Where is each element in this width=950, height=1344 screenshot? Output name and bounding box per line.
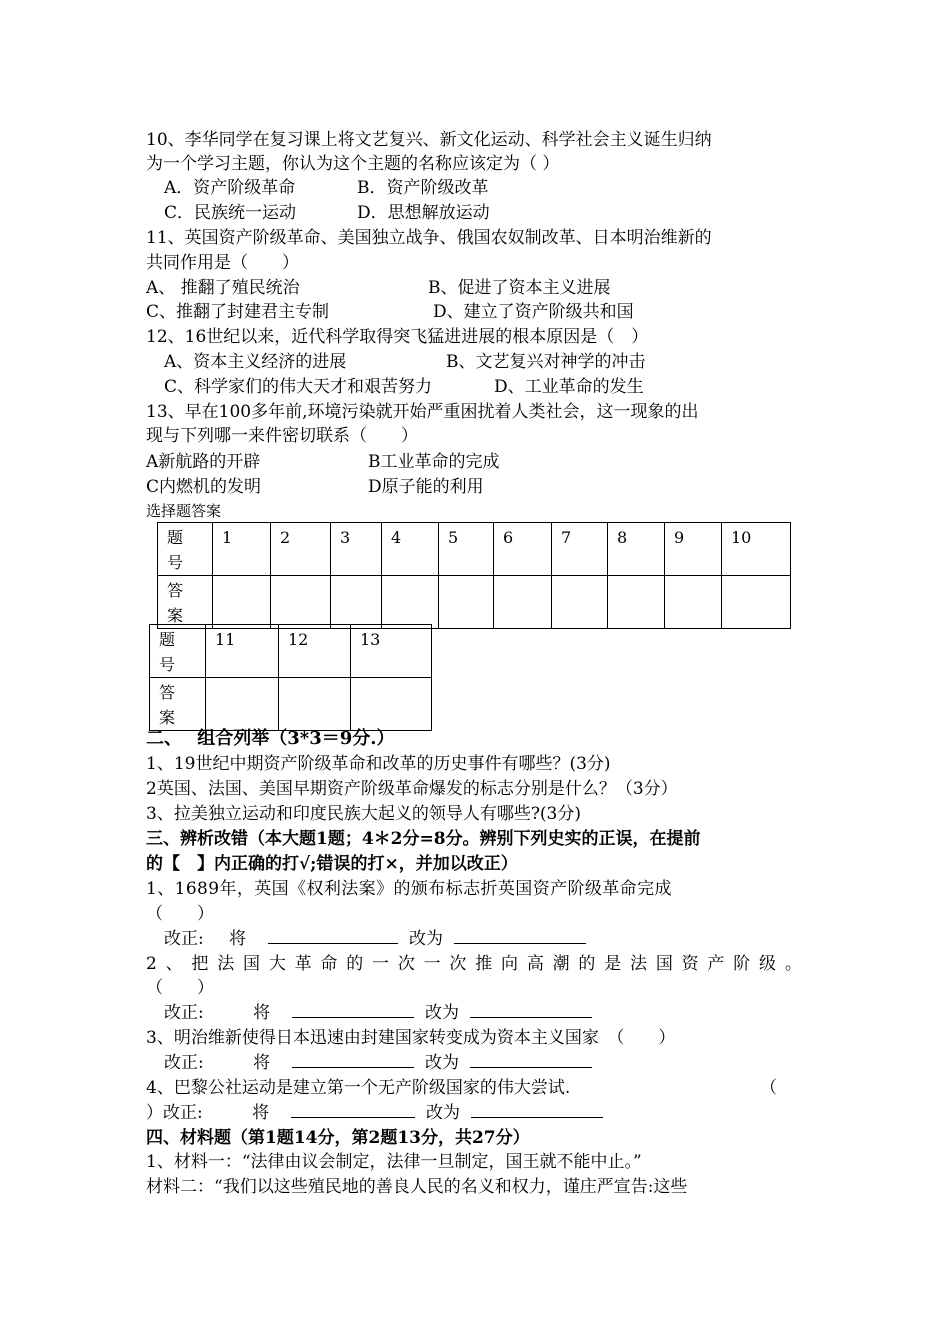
section2-title: 二、 组合列举（3*3＝9分.） <box>146 728 395 749</box>
answer-cell[interactable] <box>279 678 351 731</box>
answer-cell[interactable] <box>351 678 432 731</box>
question-number-cell: 13 <box>351 625 432 678</box>
jiang-label: 将 <box>229 929 247 949</box>
q10-option-a: A．资产阶级革命 <box>164 178 296 198</box>
gaiwei-label: 改为 <box>408 929 443 949</box>
question-number-cell: 9 <box>665 523 722 576</box>
section3-q1-bracket: （ ） <box>146 904 214 924</box>
answer-table-2 <box>149 624 432 731</box>
q11-line1: 11、英国资产阶级革命、美国独立战争、俄国农奴制改革、日本明治维新的 <box>146 228 712 248</box>
question-number-cell: 10 <box>722 523 791 576</box>
q13-line1: 13、早在100多年前,环境污染就开始严重困扰着人类社会，这一现象的出 <box>146 402 699 422</box>
blank-to[interactable] <box>471 1101 603 1118</box>
answer-cell[interactable] <box>439 576 494 629</box>
header-label-cell: 题 号 <box>150 625 206 678</box>
section4-material1: 1、材料一：“法律由议会制定，法律一旦制定，国王就不能中止。” <box>146 1152 642 1172</box>
q12-line1: 12、16世纪以来，近代科学取得突飞猛进进展的根本原因是（ ） <box>146 327 649 347</box>
answer-cell[interactable] <box>382 576 439 629</box>
q12-option-d: D、工业革命的发生 <box>494 377 644 397</box>
section3-q2-correction <box>164 1001 592 1025</box>
answer-cell[interactable] <box>608 576 665 629</box>
section3-q3: 3、明治维新使得日本迅速由封建国家转变成为资本主义国家 （ ） <box>146 1028 676 1048</box>
answer-cell[interactable] <box>206 678 279 731</box>
question-number-cell: 4 <box>382 523 439 576</box>
q10-option-c: C．民族统一运动 <box>164 203 297 223</box>
gaiwei-label: 改为 <box>424 1003 459 1023</box>
answer-cell[interactable] <box>722 576 791 629</box>
answer-table-1 <box>157 522 791 629</box>
answer-cell[interactable] <box>271 576 331 629</box>
section3-q4-bracket-open: （ <box>760 1078 777 1098</box>
question-number-cell: 12 <box>279 625 351 678</box>
question-number-cell: 5 <box>439 523 494 576</box>
q12-option-c: C、科学家们的伟大天才和艰苦努力 <box>164 377 433 397</box>
answer-cell[interactable] <box>331 576 382 629</box>
q11-line2: 共同作用是（ ） <box>146 253 299 273</box>
section3-q1-correction <box>164 927 586 951</box>
answer-cell[interactable] <box>552 576 608 629</box>
q11-option-b: B、促进了资本主义进展 <box>428 278 611 298</box>
header-label-cell: 题 号 <box>158 523 213 576</box>
section3-q4-correction <box>146 1101 603 1125</box>
answer-label-cell: 答 案 <box>150 678 206 731</box>
question-number-cell: 2 <box>271 523 331 576</box>
section4-material2: 材料二：“我们以这些殖民地的善良人民的名义和权力，谨庄严宣告:这些 <box>146 1177 688 1197</box>
blank-to[interactable] <box>470 1001 592 1018</box>
blank-from[interactable] <box>292 1051 414 1068</box>
q10-line1: 10、李华同学在复习课上将文艺复兴、新文化运动、科学社会主义诞生归纳 <box>146 130 712 150</box>
blank-from[interactable] <box>292 1001 414 1018</box>
answer-cell[interactable] <box>665 576 722 629</box>
q10-option-b: B．资产阶级改革 <box>357 178 489 198</box>
section2-q2: 2英国、法国、美国早期资产阶级革命爆发的标志分别是什么？（3分） <box>146 779 678 799</box>
q11-option-d: D、建立了资产阶级共和国 <box>433 302 634 322</box>
section2-q3: 3、拉美独立运动和印度民族大起义的领导人有哪些?(3分) <box>146 804 582 824</box>
question-number-cell: 3 <box>331 523 382 576</box>
answer-cell[interactable] <box>494 576 552 629</box>
section3-title-line2: 的【 】内正确的打√;错误的打×，并加以改正） <box>146 854 518 874</box>
blank-from[interactable] <box>291 1101 415 1118</box>
q13-line2: 现与下列哪一来件密切联系（ ） <box>146 426 418 446</box>
q11-option-a: A、 推翻了殖民统治 <box>146 278 300 298</box>
question-number-cell: 6 <box>494 523 552 576</box>
section2-q1: 1、19世纪中期资产阶级革命和改革的历史事件有哪些？(3分) <box>146 754 611 774</box>
section3-q2-bracket: （ ） <box>146 978 214 998</box>
question-number-cell: 11 <box>206 625 279 678</box>
answer-table-caption: 选择题答案 <box>146 502 222 520</box>
section3-title-line1: 三、辨析改错（本大题1题；4＊2分=8分。辨别下列史实的正误，在提前 <box>146 829 701 849</box>
section3-q1: 1、1689年，英国《权利法案》的颁布标志折英国资产阶级革命完成 <box>146 879 672 899</box>
question-number-cell: 7 <box>552 523 608 576</box>
fix-label: 改正: <box>164 929 204 949</box>
jiang-label: 将 <box>253 1053 271 1073</box>
fix-label: 改正: <box>164 1003 204 1023</box>
gaiwei-label: 改为 <box>424 1053 459 1073</box>
section3-q4: 4、巴黎公社运动是建立第一个无产阶级国家的伟大尝试. <box>146 1078 571 1098</box>
q10-line2: 为一个学习主题，你认为这个主题的名称应该定为（ ） <box>146 154 560 174</box>
q10-option-d: D．思想解放运动 <box>357 203 490 223</box>
jiang-label: 将 <box>252 1103 270 1123</box>
section4-title: 四、材料题（第1题14分，第2题13分，共27分） <box>146 1128 530 1148</box>
bracket-close: ） <box>146 1103 163 1123</box>
q12-option-a: A、资本主义经济的进展 <box>164 352 347 372</box>
question-number-cell: 1 <box>213 523 271 576</box>
question-number-cell: 8 <box>608 523 665 576</box>
fix-label: 改正: <box>163 1103 203 1123</box>
blank-to[interactable] <box>470 1051 592 1068</box>
blank-to[interactable] <box>454 927 586 944</box>
jiang-label: 将 <box>253 1003 271 1023</box>
q12-option-b: B、文艺复兴对神学的冲击 <box>446 352 646 372</box>
fix-label: 改正: <box>164 1053 204 1073</box>
q13-option-c: C内燃机的发明 <box>146 477 262 497</box>
section3-q2: 2、把法国大革命的一次一次推向高潮的是法国资产阶级。 <box>146 954 811 974</box>
gaiwei-label: 改为 <box>425 1103 460 1123</box>
answer-cell[interactable] <box>213 576 271 629</box>
q13-option-a: A新航路的开辟 <box>146 452 261 472</box>
blank-from[interactable] <box>268 927 398 944</box>
section3-q3-correction <box>164 1051 592 1075</box>
answer-label-cell: 答 案 <box>158 576 213 629</box>
q13-option-d: D原子能的利用 <box>368 477 484 497</box>
q13-option-b: B工业革命的完成 <box>368 452 500 472</box>
q11-option-c: C、推翻了封建君主专制 <box>146 302 330 322</box>
